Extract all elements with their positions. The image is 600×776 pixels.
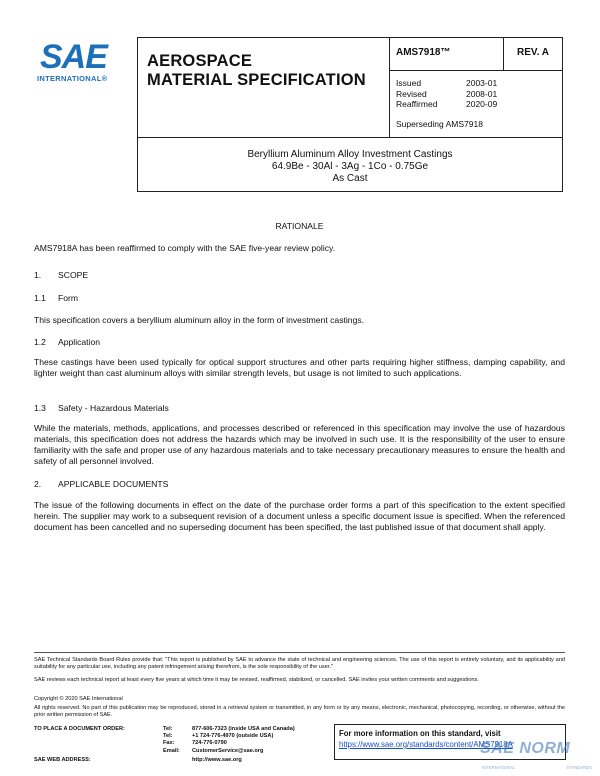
footer-board-rules: SAE Technical Standards Board Rules provide that: "This report is published by SAE to advance the state of technical and engineering sciences. The use of this report is entirely voluntary, and its applicability and suitability for any particular use, including any patent infringement arising therefrom, is the sole responsibility of the user." [34, 657, 565, 670]
phone-international: +1 724-776-4970 (outside USA) [192, 733, 274, 740]
more-info-title: For more information on this standard, visit [339, 729, 501, 738]
web-address-link[interactable]: http://www.sae.org [192, 757, 242, 763]
footer-copyright: Copyright © 2020 SAE International [34, 696, 123, 702]
logo-subtitle: INTERNATIONAL® [37, 74, 108, 83]
date-row-issued: Issued 2003-01 [396, 78, 498, 88]
document-header [137, 37, 563, 192]
watermark-text: SAE NORM [480, 740, 571, 757]
subject-line-2: 64.9Be - 30Al - 3Ag - 1Co - 0.75Ge [271, 161, 429, 172]
section-1-2-text: These castings have been used typically for optical support structures and other parts requiring higher stiffness, damping capability, and lighter weight than cast aluminum alloys with similar strength levels, but usage is not limited to such applications. [34, 357, 565, 378]
section-1-1-text: This specification covers a beryllium aluminum alloy in the form of investment castings. [34, 315, 365, 325]
sae-logo [37, 40, 123, 88]
email-link[interactable]: CustomerService@sae.org [192, 747, 264, 754]
title-line-2: MATERIAL SPECIFICATION [147, 71, 366, 89]
footer-review-note: SAE reviews each technical report at least every five years at which time it may be revised, reaffirmed, stabilized, or cancelled. SAE invites your written comments and suggestions. [34, 677, 479, 683]
section-1-heading: 1. SCOPE [34, 270, 89, 280]
date-row-revised: Revised 2008-01 [396, 88, 498, 99]
footer-divider [34, 652, 565, 653]
document-type-title [138, 38, 390, 137]
section-2-text: The issue of the following documents in effect on the date of the purchase order forms a part of this specification to the extent specified herein. The supplier may work to a subsequent revision of a document unless a specific document issue is specified. When the referenced document has been cancelled and no superseding document has been specified, the last published issue of that document shall apply. [34, 500, 565, 532]
document-subject [138, 138, 562, 191]
revision-label: REV. A [516, 47, 550, 58]
web-label: SAE WEB ADDRESS: [34, 757, 91, 763]
standard-url-link[interactable]: https://www.sae.org/standards/content/AMS7918A [339, 740, 513, 749]
rationale-text: AMS7918A has been reaffirmed to comply with the SAE five-year review policy. [34, 243, 336, 253]
date-row-reaffirmed: Reaffirmed 2020-09 [396, 99, 498, 109]
rationale-heading: RATIONALE [275, 221, 324, 231]
section-1-2-heading: 1.2 Application [34, 337, 101, 347]
order-label: TO PLACE A DOCUMENT ORDER: [34, 726, 125, 732]
subject-line-1: Beryllium Aluminum Alloy Investment Castings [247, 149, 453, 160]
date-block [390, 71, 562, 129]
subject-line-3: As Cast [332, 173, 368, 184]
section-2-heading: 2. APPLICABLE DOCUMENTS [34, 479, 169, 489]
section-1-3-heading: 1.3 Safety - Hazardous Materials [34, 403, 169, 413]
phone-domestic: 877-606-7323 (inside USA and Canada) [192, 726, 295, 732]
title-line-1: AEROSPACE [147, 52, 253, 70]
superseding-note: Superseding AMS7918 [396, 118, 483, 129]
footer-rights: All rights reserved. No part of this publication may be reproduced, stored in a retrieval system or transmitted, in any form or by any means, electronic, mechanical, photocopying, recording, or otherwise, without the prior written permission of SAE. [34, 705, 565, 718]
document-number: AMS7918™ [390, 38, 504, 70]
logo-mark: SAE [40, 38, 107, 76]
fax-number: 724-776-0790 [192, 740, 227, 747]
section-1-3-text: While the materials, methods, applications, and processes described or referenced in this specification may involve the use of hazardous materials, this specification does not address the hazards which may be involved in such use. It is the responsibility of the user to ensure familiarity with the safe and proper use of any hazardous materials and to take necessary precautionary measures to ensure the health and safety of all personnel involved. [34, 423, 565, 466]
sae-norm-watermark: SAE NORM INTERNATIONAL STANDARDS [480, 740, 600, 776]
section-1-1-heading: 1.1 Form [34, 293, 79, 303]
